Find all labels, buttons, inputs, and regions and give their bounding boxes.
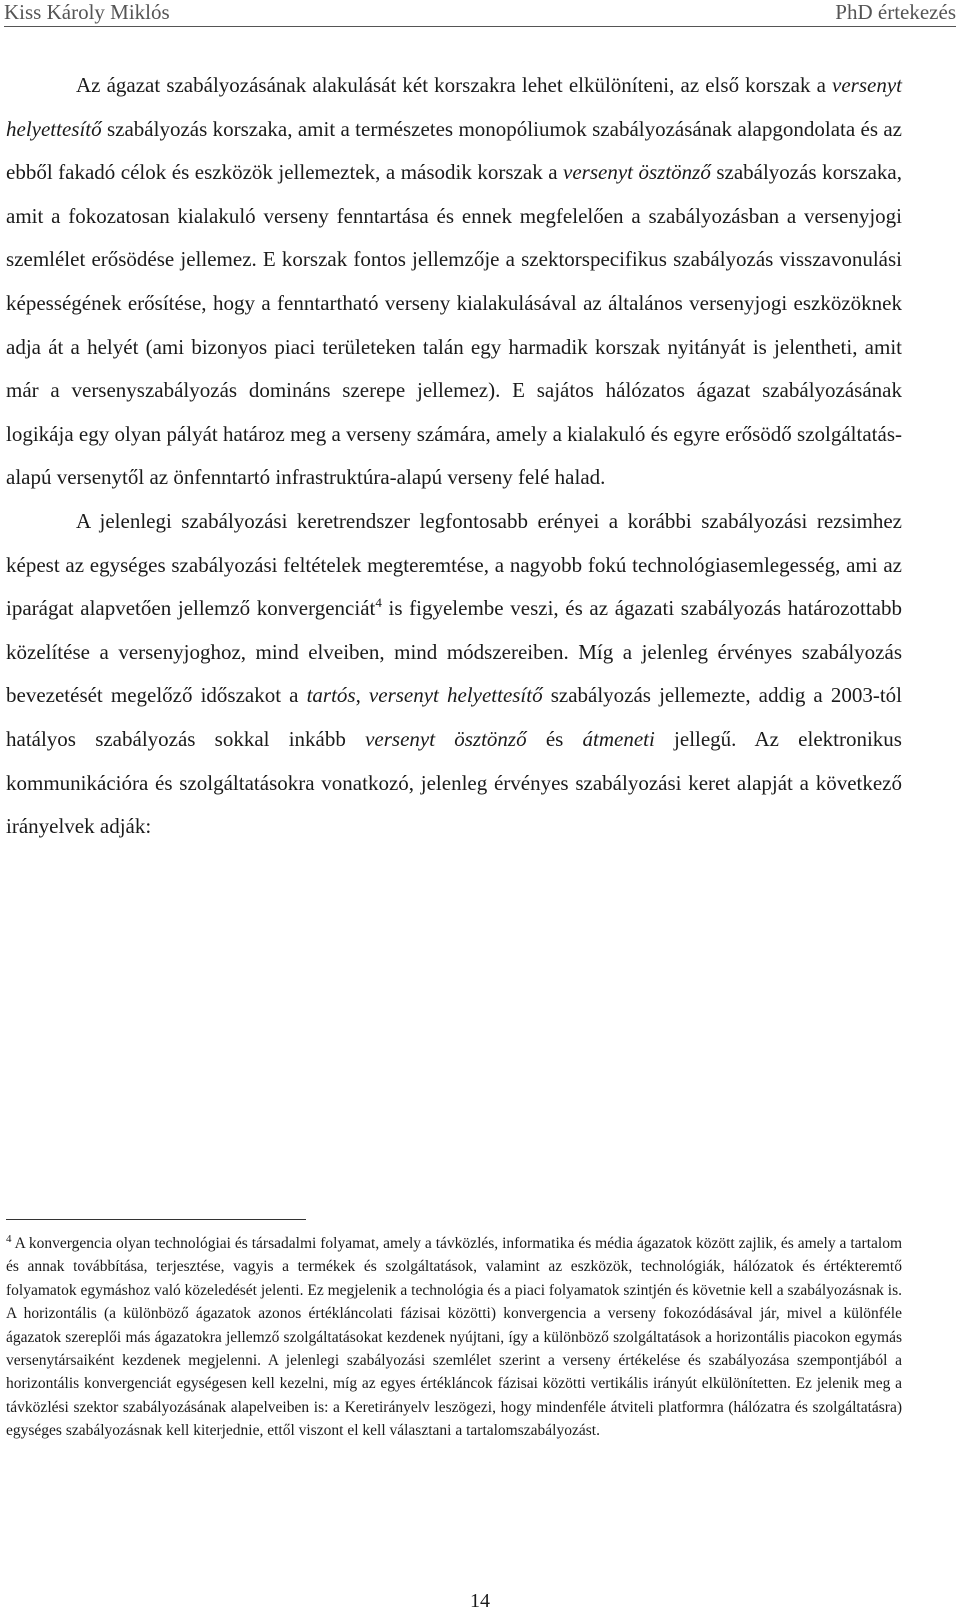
paragraph-2-text: , [355,683,369,708]
paragraph-1-text: Az ágazat szabályozásának alakulását két korszakra lehet elkülöníteni, az első korszak a [76,73,833,97]
paragraph-2-text: és [526,726,583,751]
paragraph-2-emphasis: tartós [306,683,356,708]
paragraph-2-emphasis: versenyt ösztönző [365,726,527,751]
footnote-number: 4 [6,1232,12,1245]
paragraph-1-text: szabályozás korszaka, amit a fokozatosan kialakuló verseny fenntartása és ennek megfelelően a szabályozásban a versenyjogi szemlélet erősödése jellemez. E korszak fontos jellemzője a szektorspecifikus szabályozás visszavonulási képességének erősítése, hogy a fenntartható verseny kialakulásával az általános versenyjogi eszközöknek adja át a helyét (ami bizonyos piaci területeken talán egy harmadik korszak nyitányát is jelentheti, amit már a versenyszabályozás domináns szerepe jellemez). E sajátos hálózatos ágazat szabályozásának logikája egy olyan pályát határoz meg a verseny számára, amely a kialakuló és egyre erősödő szolgáltatás-alapú versenytől az önfenntartó infrastruktúra-alapú verseny felé halad. [6,160,902,490]
body-text [6,64,902,849]
paragraph-2-emphasis: átmeneti [582,726,655,751]
header-doc-type: PhD értekezés [835,0,956,24]
paragraph-1 [6,64,902,500]
footnote-separator [6,1219,306,1220]
page-header [4,0,956,27]
header-author: Kiss Károly Miklós [4,0,170,24]
paragraph-2-text: A jelenlegi szabályozási keretrendszer legfontosabb erényei a korábbi szabályozási rezsimhez képest az egységes szabályozási feltételek megteremtése, a nagyobb fokú technológiasemlegesség, ami az iparágat alapvetően jellemző konvergenciát [6,508,902,621]
paragraph-2-text: is figyelembe veszi, és az ágazati szabályozás határozottabb közelítése a versenyjoghoz, mind elveiben, mind módszereiben. Míg a jelenleg érvényes szabályozás bevezetését megelőző időszakot a [6,596,903,708]
paragraph-1-emphasis: versenyt helyettesítő [6,73,902,141]
footnote-reference[interactable]: 4 [375,595,382,611]
page-number: 14 [470,1590,490,1612]
paragraph-2-text: jellegű. Az elektronikus kommunikációra és szolgáltatásokra vonatkozó, jelenleg érvényes szabályozási keret alapját a következő irányelvek adják: [6,726,902,839]
footnote-text: A konvergencia olyan technológiai és társadalmi folyamat, amely a távközlés, informatika és média ágazatok között zajlik, és amely a tartalom és annak továbbítása, terjesztése, vagyis a termékek és szolgáltatások, valamint az eszközök, technológiák, hálózatok és értékteremtő folyamatok egymáshoz való közeledését jelenti. Ez megjelenik a technológia és a piaci folyamatok szintjén és követnie kell a szabályozásnak is. A horizontális (a különböző ágazatok azonos értékláncolati fázisai közötti) konvergencia a verseny fokozódásával jár, mivel a különféle ágazatok szereplői más ágazatokra jellemző szolgáltatásokat kezdenek nyújtani, így a különböző szolgáltatások a horizontális piacokon egymás versenytársaiként kezdenek megjelenni. A jelenlegi szabályozási szemlélet szerint a verseny értékelése és szabályozása szempontjából a horizontális konvergenciát egységesen kell kezelni, míg az egyes értékláncok fázisai közötti vertikális irányút elkülönítetten. Ez jelenik meg a távközlési szektor szabályozásának alapelveiben is: a Keretirányelv leszögezi, hogy mindenféle átviteli platformra (hálózatra és szolgáltatásra) egységes szabályozásnak kell kiterjednie, ettől viszont el kell választani a tartalomszabályozást. [6,1235,902,1440]
paragraph-1-text: szabályozás korszaka, amit a természetes monopóliumok szabályozásának alapgondolata és az ebből fakadó célok és eszközök jellemeztek, a második korszak a [6,116,902,185]
paragraph-2-emphasis: versenyt helyettesítő [368,683,543,708]
paragraph-1-emphasis: versenyt ösztönző [563,160,711,185]
footnote [6,1232,902,1443]
paragraph-2-text: szabályozás jellemezte, addig a 2003-tól hatályos szabályozás sokkal inkább [6,683,903,751]
paragraph-2 [6,500,902,849]
